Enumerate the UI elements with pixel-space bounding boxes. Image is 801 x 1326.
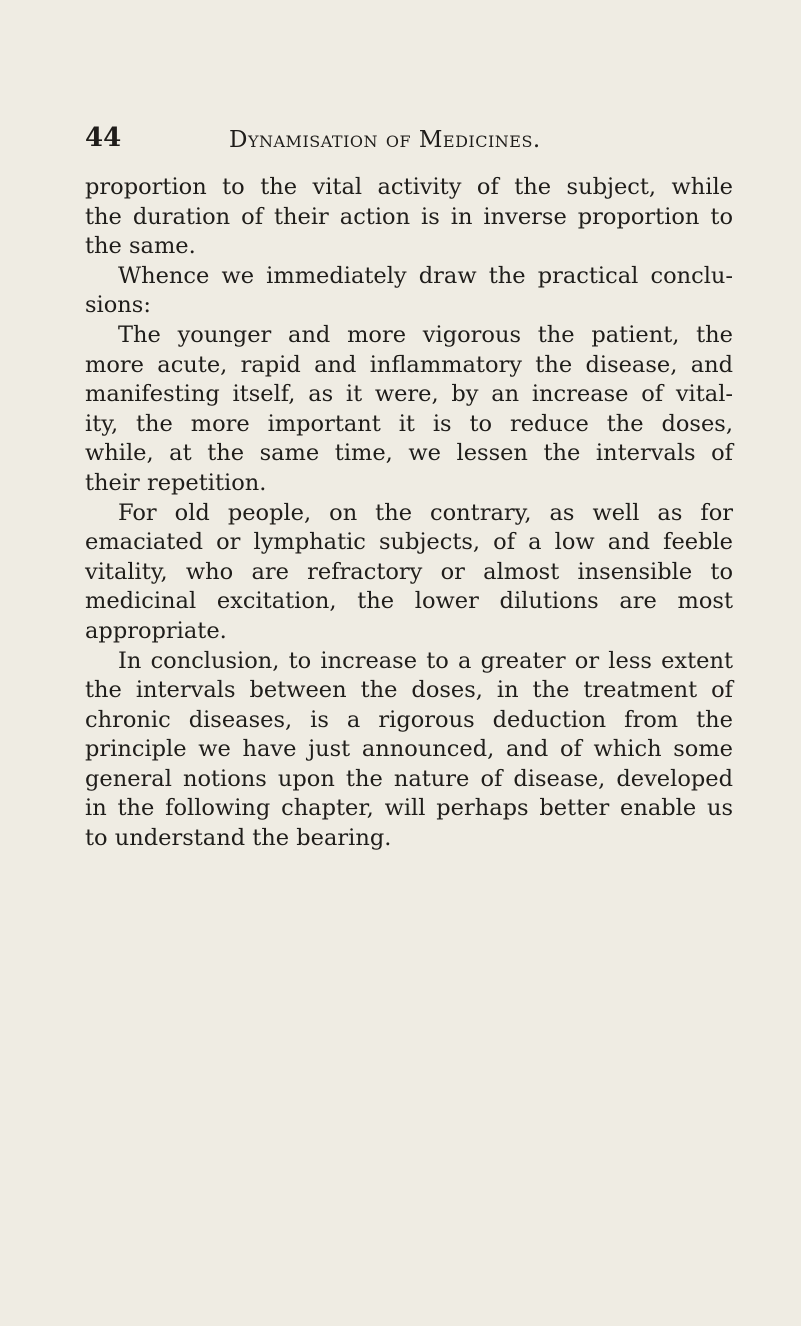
text-line: in the following chapter, will perhaps better enable us — [85, 795, 733, 822]
text-line: general notions upon the nature of disease, developed — [85, 765, 733, 792]
text-line: the intervals between the doses, in the treatment of — [85, 677, 733, 704]
text-line: sions: — [85, 292, 151, 319]
running-head — [85, 123, 735, 163]
text-line: manifesting itself, as it were, by an increase of vital- — [85, 381, 733, 408]
text-line: the duration of their action is in inverse proportion to — [85, 203, 733, 230]
text-line: proportion to the vital activity of the subject, while — [85, 174, 733, 200]
text-line: In conclusion, to increase to a greater or less extent — [118, 647, 733, 674]
body-text — [85, 173, 733, 854]
text-line: ity, the more important it is to reduce the doses, — [85, 410, 733, 437]
text-line: the same. — [85, 233, 196, 260]
text-line: while, at the same time, we lessen the intervals of — [85, 440, 733, 467]
text-line: their repetition. — [85, 469, 267, 496]
text-line: principle we have just announced, and of which some — [85, 736, 733, 763]
text-line: For old people, on the contrary, as well as for — [118, 499, 733, 526]
text-line: The younger and more vigorous the patient, the — [118, 321, 733, 348]
page-number: 44 — [85, 123, 122, 153]
text-line: to understand the bearing. — [85, 825, 392, 852]
text-line: more acute, rapid and inflammatory the disease, and — [85, 351, 733, 378]
running-title: Dynamisation of Medicines. — [229, 127, 541, 153]
text-line: appropriate. — [85, 617, 227, 644]
text-line: vitality, who are refractory or almost insensible to — [85, 558, 733, 585]
text-line: chronic diseases, is a rigorous deduction from the — [85, 706, 733, 733]
text-line: medicinal excitation, the lower dilutions are most — [85, 588, 733, 615]
text-line: emaciated or lymphatic subjects, of a low and feeble — [85, 529, 733, 556]
text-line: Whence we immediately draw the practical conclu- — [118, 262, 733, 289]
